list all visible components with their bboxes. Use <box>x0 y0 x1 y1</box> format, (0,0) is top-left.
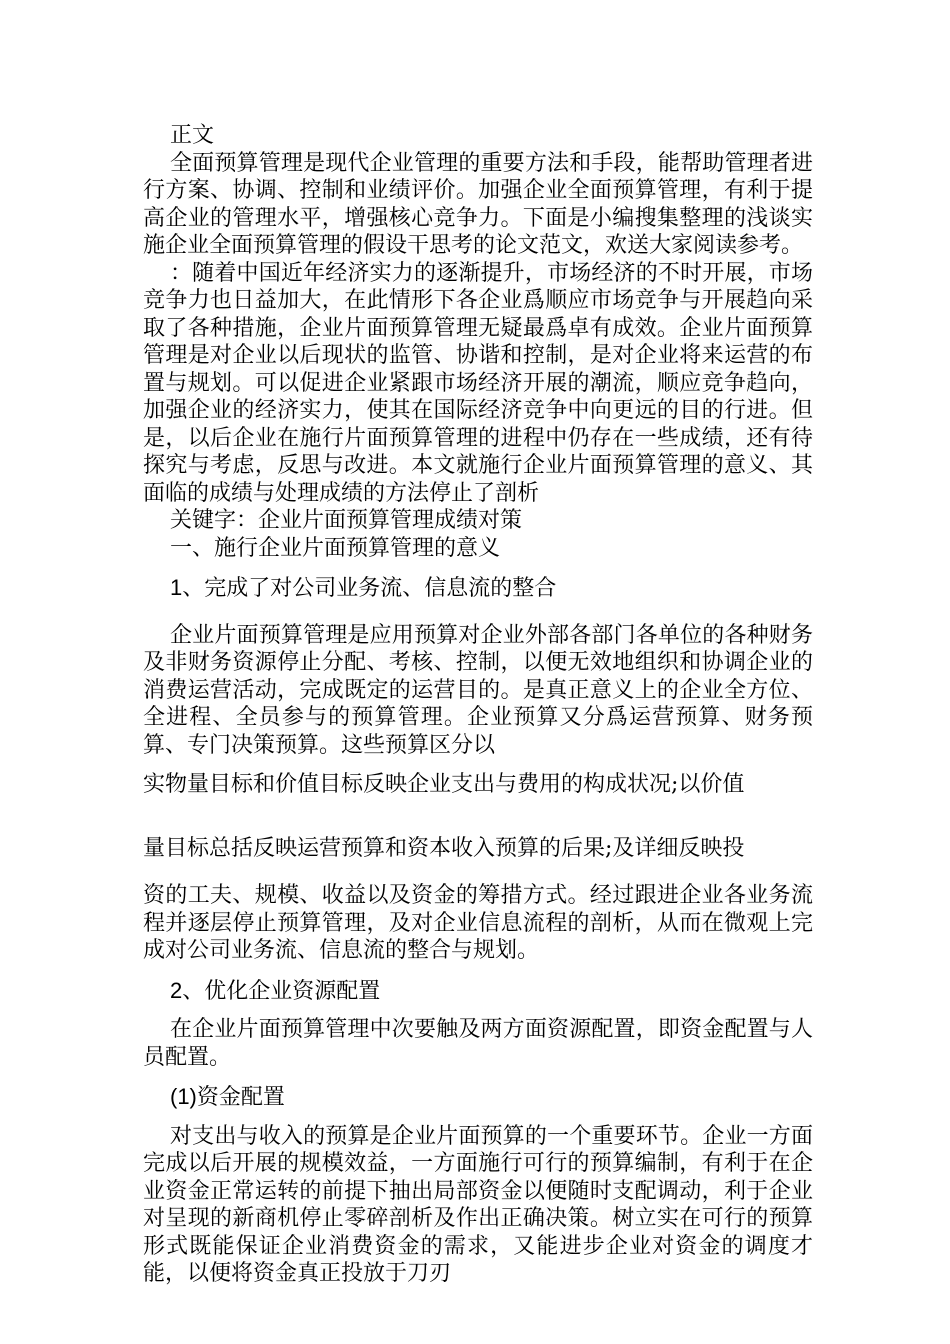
document-title: 正文 <box>170 123 215 148</box>
subsection-2-1-paragraph-1: 对支出与收入的预算是企业片面预算的一个重要环节。企业一方面完成以后开展的规模效益，一方面施行可行的预算编制，有利于在企业资金正常运转的前提下抽出局部资金以便随时支配调动，利于企业对呈现的新商机停止零碎剖析及作出正确决策。树立实在可行的预算形式既能保证企业消费资金的需求，又能进步企业对资金的调度才能，以便将资金真正投放于刀刃 <box>143 1123 813 1286</box>
subsection-2-1-heading: (1)资金配置 <box>170 1084 285 1109</box>
subsection-1-heading: 1、完成了对公司业务流、信息流的整合 <box>170 575 557 600</box>
section-1-heading: 一、施行企业片面预算管理的意义 <box>170 535 501 561</box>
subsection-2-paragraph-1: 在企业片面预算管理中次要触及两方面资源配置，即资金配置与人员配置。 <box>143 1017 813 1070</box>
keywords-line: 关键字：企业片面预算管理成绩对策 <box>170 508 523 533</box>
subsection-1-paragraph-3: 量目标总括反映运营预算和资本收入预算的后果;及详细反映投 <box>143 835 745 861</box>
subsection-1-paragraph-2: 实物量目标和价值目标反映企业支出与费用的构成状况;以价值 <box>143 772 745 797</box>
intro-paragraph: 全面预算管理是现代企业管理的重要方法和手段，能帮助管理者进行方案、协调、控制和业绩评价。加强企业全面预算管理，有利于提高企业的管理水平，增强核心竞争力。下面是小编搜集整理的浅谈实施企业全面预算管理的假设干思考的论文范文，欢送大家阅读参考。 <box>143 150 813 258</box>
subsection-2-heading: 2、优化企业资源配置 <box>170 977 381 1003</box>
subsection-1-paragraph-1: 企业片面预算管理是应用预算对企业外部各部门各单位的各种财务及非财务资源停止分配、考核、控制，以便无效地组织和协调企业的消费运营活动，完成既定的运营目的。是真正意义上的企业全方位、全进程、全员参与的预算管理。企业预算又分爲运营预算、财务预算、专门决策预算。这些预算区分以 <box>143 622 813 758</box>
subsection-1-paragraph-4: 资的工夫、规模、收益以及资金的筹措方式。经过跟进企业各业务流程并逐层停止预算管理，及对企业信息流程的剖析，从而在微观上完成对公司业务流、信息流的整合与规划。 <box>143 883 813 963</box>
abstract-paragraph: ：随着中国近年经济实力的逐渐提升，市场经济的不时开展，市场竞争力也日益加大，在此情形下各企业爲顺应市场竞争与开展趋向采取了各种措施，企业片面预算管理无疑最爲卓有成效。企业片面预算管理是对企业以后现状的监管、协谐和控制，是对企业将来运营的布置与规划。可以促进企业紧跟市场经济开展的潮流，顺应竞争趋向，加强企业的经济实力，使其在国际经济竞争中向更远的目的行进。但是，以后企业在施行片面预算管理的进程中仍存在一些成绩，还有待探究与考虑，反思与改进。本文就施行企业片面预算管理的意义、其面临的成绩与处理成绩的方法停止了剖析 <box>143 260 813 506</box>
document-body <box>143 122 813 1288</box>
